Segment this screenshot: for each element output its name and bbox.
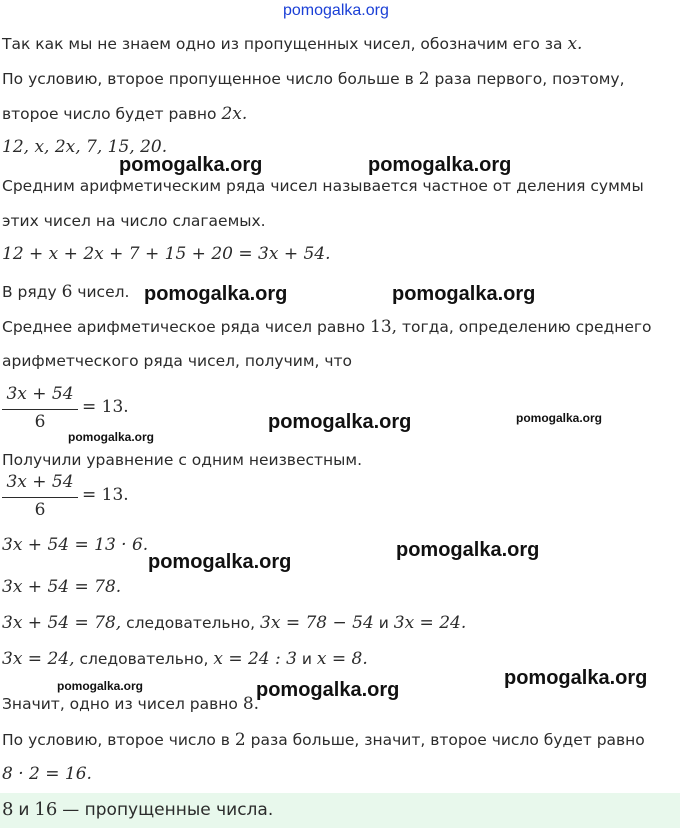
watermark-label: pomogalka.org — [57, 679, 144, 693]
watermark-label: pomogalka.org — [68, 430, 155, 444]
answer-number: 8 — [2, 799, 14, 820]
watermark-label: pomogalka.org — [148, 551, 292, 573]
math-number: 2 — [234, 730, 246, 750]
fraction-numerator: 3x + 54 — [6, 472, 74, 492]
answer-text: и — [18, 800, 30, 820]
fraction-bar — [2, 409, 78, 410]
watermark-label: pomogalka.org — [119, 154, 263, 176]
text-line-first-number — [2, 694, 259, 714]
fraction-rhs: = 13. — [82, 397, 129, 417]
watermark-label: pomogalka.org — [516, 411, 603, 425]
sentence: второе число будет равно — [2, 105, 217, 123]
math-number: 2 — [418, 69, 430, 89]
watermark-label: pomogalka.org — [392, 283, 536, 305]
text-line-second-number — [2, 730, 645, 750]
fraction-bar — [2, 497, 78, 498]
text-line-step-subtract — [2, 613, 466, 633]
fraction-rhs: = 13. — [82, 485, 129, 505]
math-step-result: 3x + 54 = 78. — [2, 577, 122, 597]
math-expression: 3x = 78 − 54 — [260, 613, 374, 633]
sentence: и — [378, 614, 389, 632]
text-line-equation-note: Получили уравнение с одним неизвестным. — [2, 451, 363, 469]
math-expression: 3x = 24, — [2, 649, 75, 669]
sentence: чисел. — [77, 283, 130, 301]
math-expression: x = 24 : 3 — [213, 649, 297, 669]
answer-line — [2, 799, 273, 820]
watermark-label: pomogalka.org — [368, 154, 512, 176]
sentence: По условию, второе число в — [2, 731, 230, 749]
fraction-denominator: 6 — [34, 500, 46, 520]
watermark-label: pomogalka.org — [144, 283, 288, 305]
math-sequence: 12, x, 2x, 7, 15, 20. — [2, 137, 168, 157]
answer-number: 16 — [34, 799, 58, 820]
math-expression: x = 8. — [316, 649, 368, 669]
math-step-double: 8 · 2 = 16. — [2, 764, 92, 784]
sentence: раза первого, поэтому, — [434, 70, 625, 88]
sentence: Так как мы не знаем одно из пропущенных чисел, обозначим его за — [2, 35, 563, 53]
math-number: 6 — [61, 282, 73, 302]
math-expression: 3x = 24. — [393, 613, 467, 633]
sentence: следовательно, — [79, 650, 209, 668]
watermark-label: pomogalka.org — [396, 539, 540, 561]
text-line-1 — [2, 34, 582, 54]
sentence: тогда, определению среднего — [402, 318, 652, 336]
text-line-step-divide — [2, 649, 368, 669]
text-line-2 — [2, 69, 625, 89]
math-variable: x. — [567, 34, 583, 54]
text-line-mean-cont: арифметческого ряда чисел, получим, что — [2, 352, 353, 370]
math-expression: 3x + 54 = 78, — [2, 613, 122, 633]
sentence: Значит, одно из чисел равно — [2, 695, 238, 713]
answer-text: — пропущенные числа. — [62, 800, 274, 820]
sentence: По условию, второе пропущенное число больше в — [2, 70, 414, 88]
watermark-label: pomogalka.org — [268, 411, 412, 433]
answer-box — [0, 793, 680, 828]
math-expression: 2x. — [221, 104, 248, 124]
sentence: следовательно, — [126, 614, 256, 632]
fraction-numerator: 3x + 54 — [6, 384, 74, 404]
sentence: раза больше, значит, второе число будет равно — [250, 731, 645, 749]
site-watermark-header[interactable]: pomogalka.org — [283, 2, 389, 19]
math-number: 8. — [242, 694, 260, 714]
sentence: В ряду — [2, 283, 57, 301]
text-line-3 — [2, 104, 247, 124]
text-line-mean — [2, 317, 652, 337]
sentence: и — [301, 650, 312, 668]
math-number: 13, — [370, 317, 398, 337]
text-line-definition: Средним арифметическим ряда чисел называется частное от деления суммы — [2, 177, 644, 195]
math-step-multiply: 3x + 54 = 13 · 6. — [2, 535, 149, 555]
math-sum-equation: 12 + x + 2x + 7 + 15 + 20 = 3x + 54. — [2, 244, 331, 264]
sentence: Среднее арифметическое ряда чисел равно — [2, 318, 366, 336]
watermark-label: pomogalka.org — [504, 667, 648, 689]
fraction-denominator: 6 — [34, 412, 46, 432]
text-line-count — [2, 282, 129, 302]
watermark-label: pomogalka.org — [256, 679, 400, 701]
text-line-definition-cont: этих чисел на число слагаемых. — [2, 212, 266, 230]
